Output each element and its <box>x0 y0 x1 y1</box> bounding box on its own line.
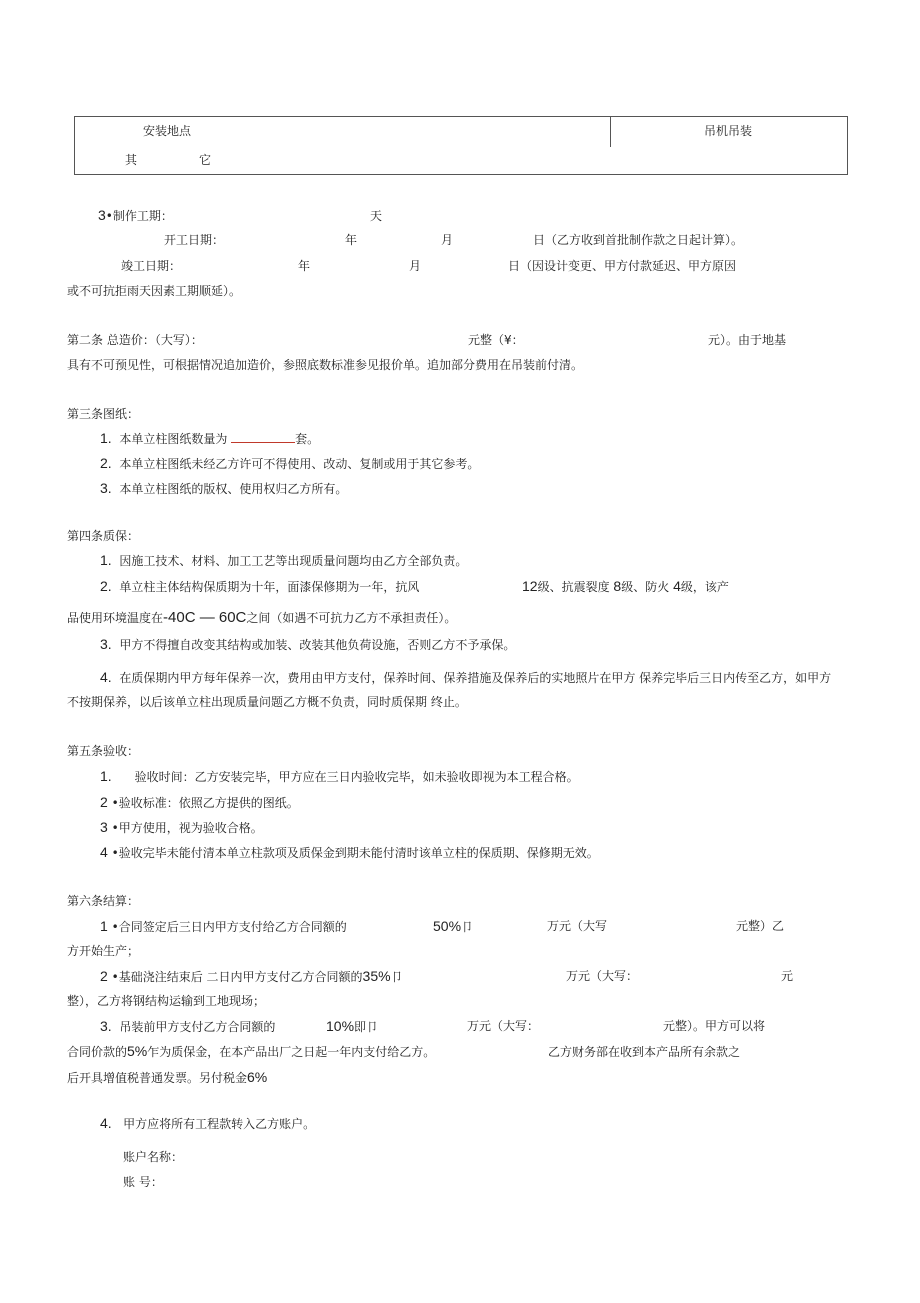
end-note-continuation: 或不可抗拒雨天因素工期顺延）。 <box>67 284 242 298</box>
article2-yuan-zheng: 元整（¥： <box>468 333 524 347</box>
end-month: 月 <box>409 259 422 273</box>
article5-item-3: 3 •甲方使用，视为验收合格。 <box>100 819 263 835</box>
article6-item-2-yuan: 元 <box>781 969 794 983</box>
article6-item-2-wan: 万元（大写： <box>566 969 639 983</box>
installation-location-label: 安装地点 <box>143 124 192 138</box>
article2-yuan-note: 元）。由于地基 <box>708 333 787 347</box>
article6-item-2-line2: 整），乙方将钢结构运输到工地现场； <box>67 994 266 1008</box>
article6-item-1: 1 •合同签定后三日内甲方支付给乙方合同额的 <box>100 918 347 934</box>
article6-item-3-line3: 后开具增值税普通发票。另付税金6% <box>67 1069 268 1085</box>
drawing-count-blank[interactable] <box>231 430 295 443</box>
article4-item-4-line2: 不按期保养，以后该单立柱出现质量问题乙方概不负责，同时质保期 终止。 <box>67 695 467 709</box>
start-month: 月 <box>441 233 454 247</box>
article2-label: 第二条 总造价：（大写）： <box>67 333 203 347</box>
article3-item-1: 1. 本单立柱图纸数量为 套。 <box>100 430 320 446</box>
article6-title: 第六条结算： <box>67 894 140 908</box>
end-year: 年 <box>298 259 311 273</box>
start-year: 年 <box>345 233 358 247</box>
article6-item-3-pct: 10%即卩 <box>326 1018 379 1034</box>
article6-item-2: 2 •基础浇注结束后 二日内甲方支付乙方合同额的35%卩 <box>100 968 403 984</box>
article6-item-3-zheng: 元整）。甲方可以将 <box>663 1019 766 1033</box>
end-date-label: 竣工日期： <box>121 259 182 273</box>
article6-item-3-line2: 合同价款的5%乍为质保金，在本产品出厂之日起一年内支付给乙方。 <box>67 1043 436 1059</box>
start-date-label: 开工日期： <box>164 233 225 247</box>
article3-title: 第三条图纸： <box>67 407 140 421</box>
article6-item-1-pct: 50%卩 <box>433 918 474 934</box>
account-name-label: 账户名称： <box>123 1150 184 1164</box>
article4-item-3: 3. 甲方不得擅自改变其结构或加装、改装其他负荷设施，否则乙方不予承保。 <box>100 636 516 652</box>
article2-line2: 具有不可预见性，可根据情况追加造价，参照底数标准参见报价单。追加部分费用在吊装前付清。 <box>67 358 584 372</box>
article6-item-3-line2-cont: 乙方财务部在收到本产品所有余款之 <box>548 1045 741 1059</box>
article6-item-1-line2: 方开始生产； <box>67 944 140 958</box>
article4-item-4: 4. 在质保期内甲方每年保养一次，费用由甲方支付，保养时间、保养措施及保养后的实地照片在甲方 保养完毕后三日内传至乙方，如甲方 <box>100 669 832 685</box>
article3-item-3: 3. 本单立柱图纸的版权、使用权归乙方所有。 <box>100 480 348 496</box>
account-number-label: 账 号： <box>123 1175 163 1189</box>
article4-item-2-ratings: 12级、抗震裂度 8级、防火 4级，该产 <box>522 578 729 594</box>
article6-item-3: 3. 吊装前甲方支付乙方合同额的 <box>100 1018 276 1034</box>
table-divider <box>610 117 611 147</box>
article4-title: 第四条质保： <box>67 529 140 543</box>
article3-item-2: 2. 本单立柱图纸未经乙方许可不得使用、改动、复制或用于其它参考。 <box>100 455 480 471</box>
schedule-day-unit: 天 <box>370 209 383 223</box>
article6-item-3-wan: 万元（大写： <box>467 1019 540 1033</box>
article6-item-1-wan: 万元（大写 <box>547 919 608 933</box>
start-day-note: 日（乙方收到首批制作款之日起计算）。 <box>533 233 744 247</box>
article5-title: 第五条验收： <box>67 744 140 758</box>
schedule-number: 3•制作工期： <box>98 207 173 223</box>
article5-item-1: 1. 验收时间：乙方安装完毕，甲方应在三日内验收完毕，如未验收即视为本工程合格。 <box>100 768 579 784</box>
article4-item-2-line2: 品使用环境温度在-40C — 60C之间（如遇不可抗力乙方不承担责任）。 <box>67 609 457 626</box>
article6-item-1-zheng: 元整）乙 <box>736 919 785 933</box>
crane-lifting-label: 吊机吊装 <box>704 124 753 138</box>
article4-item-2: 2. 单立柱主体结构保质期为十年，面漆保修期为一年，抗风 <box>100 578 420 594</box>
article5-item-2: 2 •验收标准：依照乙方提供的图纸。 <box>100 794 299 810</box>
end-day-note: 日（因设计变更、甲方付款延迟、甲方原因 <box>508 259 737 273</box>
article4-item-1: 1. 因施工技术、材料、加工工艺等出现质量问题均由乙方全部负责。 <box>100 552 468 568</box>
article6-item-4: 4. 甲方应将所有工程款转入乙方账户。 <box>100 1115 316 1131</box>
other-label-char2: 它 <box>199 153 212 167</box>
other-label-char1: 其 <box>125 153 138 167</box>
article5-item-4: 4 •验收完毕未能付清本单立柱款项及质保金到期未能付清时该单立柱的保质期、保修期无效。 <box>100 844 599 860</box>
temperature-range: -40C — 60C <box>163 609 247 626</box>
